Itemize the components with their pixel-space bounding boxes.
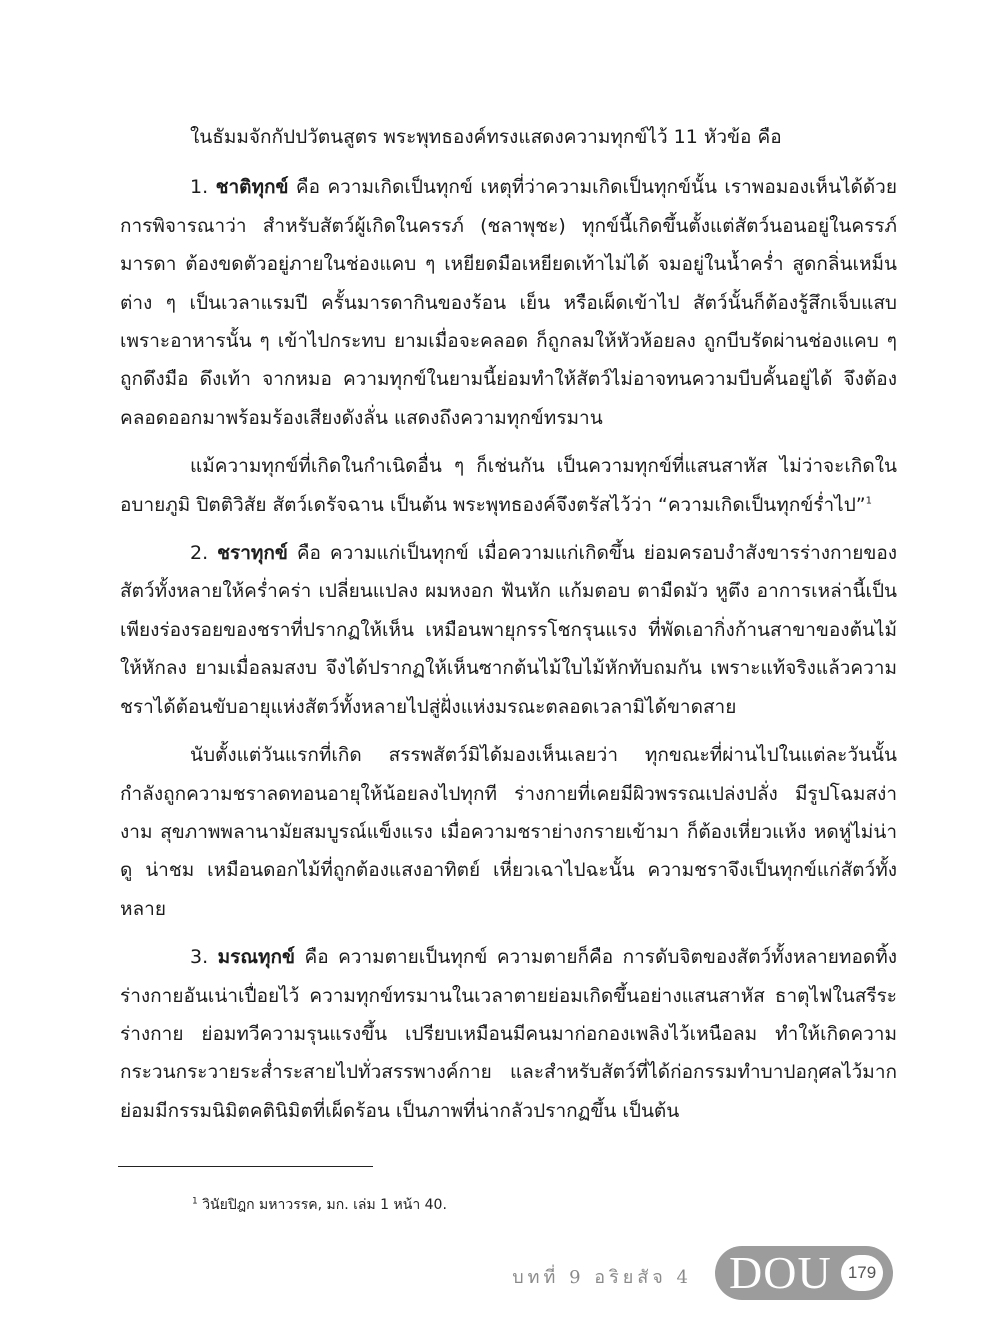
section-3-paragraph — [120, 938, 897, 1130]
footnote-mark: 1 — [192, 1196, 198, 1207]
body-text — [120, 118, 897, 1140]
section-2-text: คือ ความแก่เป็นทุกข์ เมื่อความแก่เกิดขึ้น ย่อมครอบงำสังขารร่างกายของสัตว์ทั้งหลายให้คร่ำคร่า เปลี่ยนแปลง ผมหงอก ฟันหัก แก้มตอบ ตามืดมัว หูตึง อาการเหล่านี้เป็นเพียงร่องรอยของชราที่ปรากฏให้เห็น เหมือนพายุกรรโชกรุนแรง ที่พัดเอากิ่งก้านสาขาของต้นไม้ให้หักลง ยามเมื่อลมสงบ จึงได้ปรากฏให้เห็นซากต้นไม้ใบไม้หักทับถมกัน เพราะแท้จริงแล้วความชราได้ต้อนขับอายุแห่งสัตว์ทั้งหลายไปสู่ฝั่งแห่งมรณะตลอดเวลามิได้ขาดสาย — [120, 542, 898, 718]
footnote-reference[interactable]: 1 — [865, 495, 873, 507]
footnote-text: วินัยปิฎก มหาวรรค, มก. เล่ม 1 หน้า 40. — [202, 1197, 447, 1213]
footer-chapter-title: บทที่ 9 อริยสัจ 4 — [512, 1267, 692, 1288]
section-1-term: ชาติทุกข์ — [215, 176, 289, 199]
footnote — [192, 1194, 447, 1216]
footnote-divider — [118, 1166, 373, 1167]
footer-badge — [715, 1246, 893, 1300]
section-1-continuation — [120, 447, 897, 524]
section-1-text: คือ ความเกิดเป็นทุกข์ เหตุที่ว่าความเกิดเป็นทุกข์นั้น เราพอมองเห็นได้ด้วยการพิจารณาว่า สำหรับสัตว์ผู้เกิดในครรภ์ (ชลาพุชะ) ทุกข์นี้เกิดขึ้นตั้งแต่สัตว์นอนอยู่ในครรภ์มารดา ต้องขดตัวอยู่ภายในช่องแคบ ๆ เหยียดมือเหยียดเท้าไม่ได้ จมอยู่ในน้ำคร่ำ สูดกลิ่นเหม็นต่าง ๆ เป็นเวลาแรมปี ครั้นมารดากินของร้อน เย็น หรือเผ็ดเข้าไป สัตว์นั้นก็ต้องรู้สึกเจ็บแสบ เพราะอาหารนั้น ๆ เข้าไปกระทบ ยามเมื่อจะคลอด ก็ถูกลมให้หัวห้อยลง ถูกบีบรัดผ่านช่องแคบ ๆ ถูกดึงมือ ดึงเท้า จากหมอ ความทุกข์ในยามนี้ย่อมทำให้สัตว์ไม่อาจทนความบีบคั้นอยู่ได้ จึงต้องคลอดออกมาพร้อมร้องเสียงดังลั่น แสดงถึงความทุกข์ทรมาน — [120, 176, 897, 429]
section-2-number: 2. — [190, 542, 209, 565]
section-1-number: 1. — [190, 176, 209, 199]
section-3-text: คือ ความตายเป็นทุกข์ ความตายก็คือ การดับจิตของสัตว์ทั้งหลายทอดทิ้งร่างกายอันเน่าเปื่อยไว้ ความทุกข์ทรมานในเวลาตายย่อมเกิดขึ้นอย่างแสนสาหัส ธาตุไฟในสรีระร่างกาย ย่อมทวีความรุนแรงขึ้น เปรียบเหมือนมีคนมาก่อกองเพลิงไว้เหนือลม ทำให้เกิดความกระวนกระวายระส่ำระสายไปทั่วสรรพางค์กาย และสำหรับสัตว์ที่ได้ก่อกรรมทำบาปอกุศลไว้มาก ย่อมมีกรรมนิมิตคตินิมิตที่เผ็ดร้อน เป็นภาพที่น่ากลัวปรากฏขึ้น เป็นต้น — [120, 946, 898, 1122]
section-3-number: 3. — [190, 946, 209, 969]
dou-logo: DOU — [729, 1247, 832, 1298]
section-2-paragraph — [120, 534, 897, 726]
section-2-term: ชราทุกข์ — [217, 542, 288, 565]
section-2-continuation: นับตั้งแต่วันแรกที่เกิด สรรพสัตว์มิได้มองเห็นเลยว่า ทุกขณะที่ผ่านไปในแต่ละวันนั้นกำลังถูกความชราลดทอนอายุให้น้อยลงไปทุกที ร่างกายที่เคยมีผิวพรรณเปล่งปลั่ง มีรูปโฉมสง่างาม สุขภาพพลานามัยสมบูรณ์แข็งแรง เมื่อความชราย่างกรายเข้ามา ก็ต้องเหี่ยวแห้ง หดหู่ไม่น่าดู น่าชม เหมือนดอกไม้ที่ถูกต้องแสงอาทิตย์ เหี่ยวเฉาไปฉะนั้น ความชราจึงเป็นทุกข์แก่สัตว์ทั้งหลาย — [120, 744, 897, 920]
intro-paragraph: ในธัมมจักกัปปวัตนสูตร พระพุทธองค์ทรงแสดงความทุกข์ไว้ 11 หัวข้อ คือ — [190, 126, 782, 148]
section-3-term: มรณทุกข์ — [217, 946, 295, 969]
section-1-continuation-text: แม้ความทุกข์ที่เกิดในกำเนิดอื่น ๆ ก็เช่นกัน เป็นความทุกข์ที่แสนสาหัส ไม่ว่าจะเกิดในอบายภูมิ ปิตติวิสัย สัตว์เดรัจฉาน เป็นต้น พระพุทธองค์จึงตรัสไว้ว่า “ความเกิดเป็นทุกข์ร่ำไป” — [120, 455, 897, 516]
page-number: 179 — [841, 1255, 883, 1291]
section-1-paragraph — [120, 168, 897, 437]
